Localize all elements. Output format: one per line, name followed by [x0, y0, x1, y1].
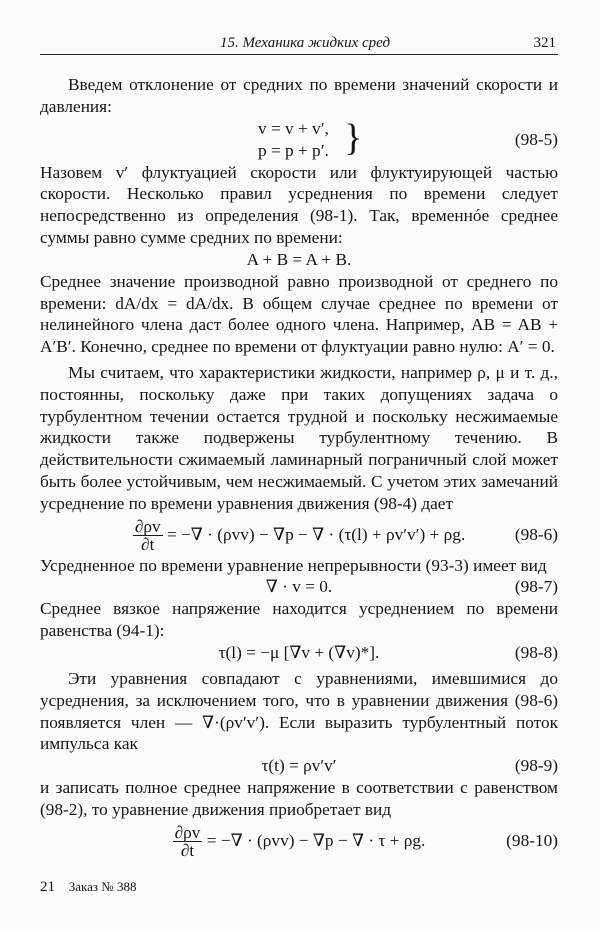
paragraph: Введем отклонение от средних по времени значений скорости и давления:: [40, 75, 558, 116]
paragraph: Среднее значение производной равно производной от среднего по времени: dA/dx = dA/dx. В общем случае среднее по времени от нелинейного члена даст более одного члена. Например, AB = AB + A′B′. Конечно, среднее по времени от флуктуации равно нулю: A′ = 0.: [40, 271, 558, 357]
page-number: 321: [533, 35, 556, 51]
equation-sum-average: [40, 249, 558, 271]
equation-98-7: [40, 576, 558, 598]
equation-text: ∇ · v = 0.: [265, 577, 333, 597]
equation-text: A + B = A + B.: [246, 249, 352, 269]
fraction-denominator: ∂t: [141, 535, 155, 555]
fraction-numerator: ∂ρv: [134, 517, 161, 537]
equation-number: (98-5): [514, 129, 558, 149]
fraction-denominator: ∂t: [180, 841, 195, 861]
equation-line: p = p + p′.: [258, 140, 329, 160]
equation-rhs: = −∇ · (ρvv) − ∇p − ∇ · (τ(l) + ρv′v′) + ρg.: [166, 524, 466, 544]
equation-number: (98-10): [506, 830, 558, 850]
paragraph: Назовем v′ флуктуацией скорости или флуктуирующей частью скорости. Несколько правил усреднения по времени следует непосредственно из определения (98-1). Так, временнóе среднее суммы равно сумме средних по времени:: [40, 162, 558, 247]
running-header: [40, 30, 558, 55]
equation-98-9: [40, 755, 558, 777]
paragraph: Усредненное по времени уравнение непрерывности (93-3) имеет вид: [40, 555, 547, 575]
equation-text: τ(t) = ρv′v′: [261, 756, 337, 776]
paragraph: Мы считаем, что характеристики жидкости, например ρ, μ и т. д., постоянны, поскольку даже при таких допущениях задача о турбулентном течении остается трудной и поскольку несжимаемые жидкости также подвержены турбулентному течению. В действительности сжимаемый ламинарный пограничный слой может быть более устойчивым, чем несжимаемый. С учетом этих замечаний усреднение по времени уравнения движения (98-4) дает: [40, 362, 558, 513]
page-body: [40, 74, 558, 861]
paragraph: Среднее вязкое напряжение находится усреднением по времени равенства (94-1):: [40, 599, 558, 641]
equation-number: (98-7): [514, 577, 558, 597]
right-brace: }: [344, 116, 363, 159]
equation-98-10: [40, 821, 558, 861]
chapter-title: 15. Механика жидких сред: [220, 35, 391, 51]
equation-rhs: = −∇ · (ρvv) − ∇p − ∇ · τ + ρg.: [206, 830, 426, 850]
equation-text: τ(l) = −μ [∇v + (∇v)*].: [218, 642, 380, 662]
paragraph: Эти уравнения совпадают с уравнениями, имевшимися до усреднения, за исключением того, что в уравнении движения (98-6) появляется член — ∇·(ρv′v′). Если выразить турбулентный поток импульса как: [40, 668, 558, 754]
page-footer: [40, 879, 136, 896]
equation-98-8: [40, 642, 558, 664]
equation-number: (98-8): [514, 642, 558, 662]
fraction-numerator: ∂ρv: [174, 823, 201, 843]
fraction: [133, 518, 163, 553]
equation-98-5: [40, 118, 558, 162]
equation-line: v = v + v′,: [258, 118, 329, 138]
paragraph: и записать полное среднее напряжение в соответствии с равенством (98-2), то уравнение движения приобретает вид: [40, 778, 558, 819]
equation-number: (98-9): [514, 756, 558, 776]
fraction: [173, 824, 203, 859]
equation-98-6: [40, 515, 558, 555]
print-order: Заказ № 388: [68, 879, 137, 894]
signature-mark: 21: [40, 879, 55, 895]
equation-number: (98-6): [514, 524, 558, 544]
